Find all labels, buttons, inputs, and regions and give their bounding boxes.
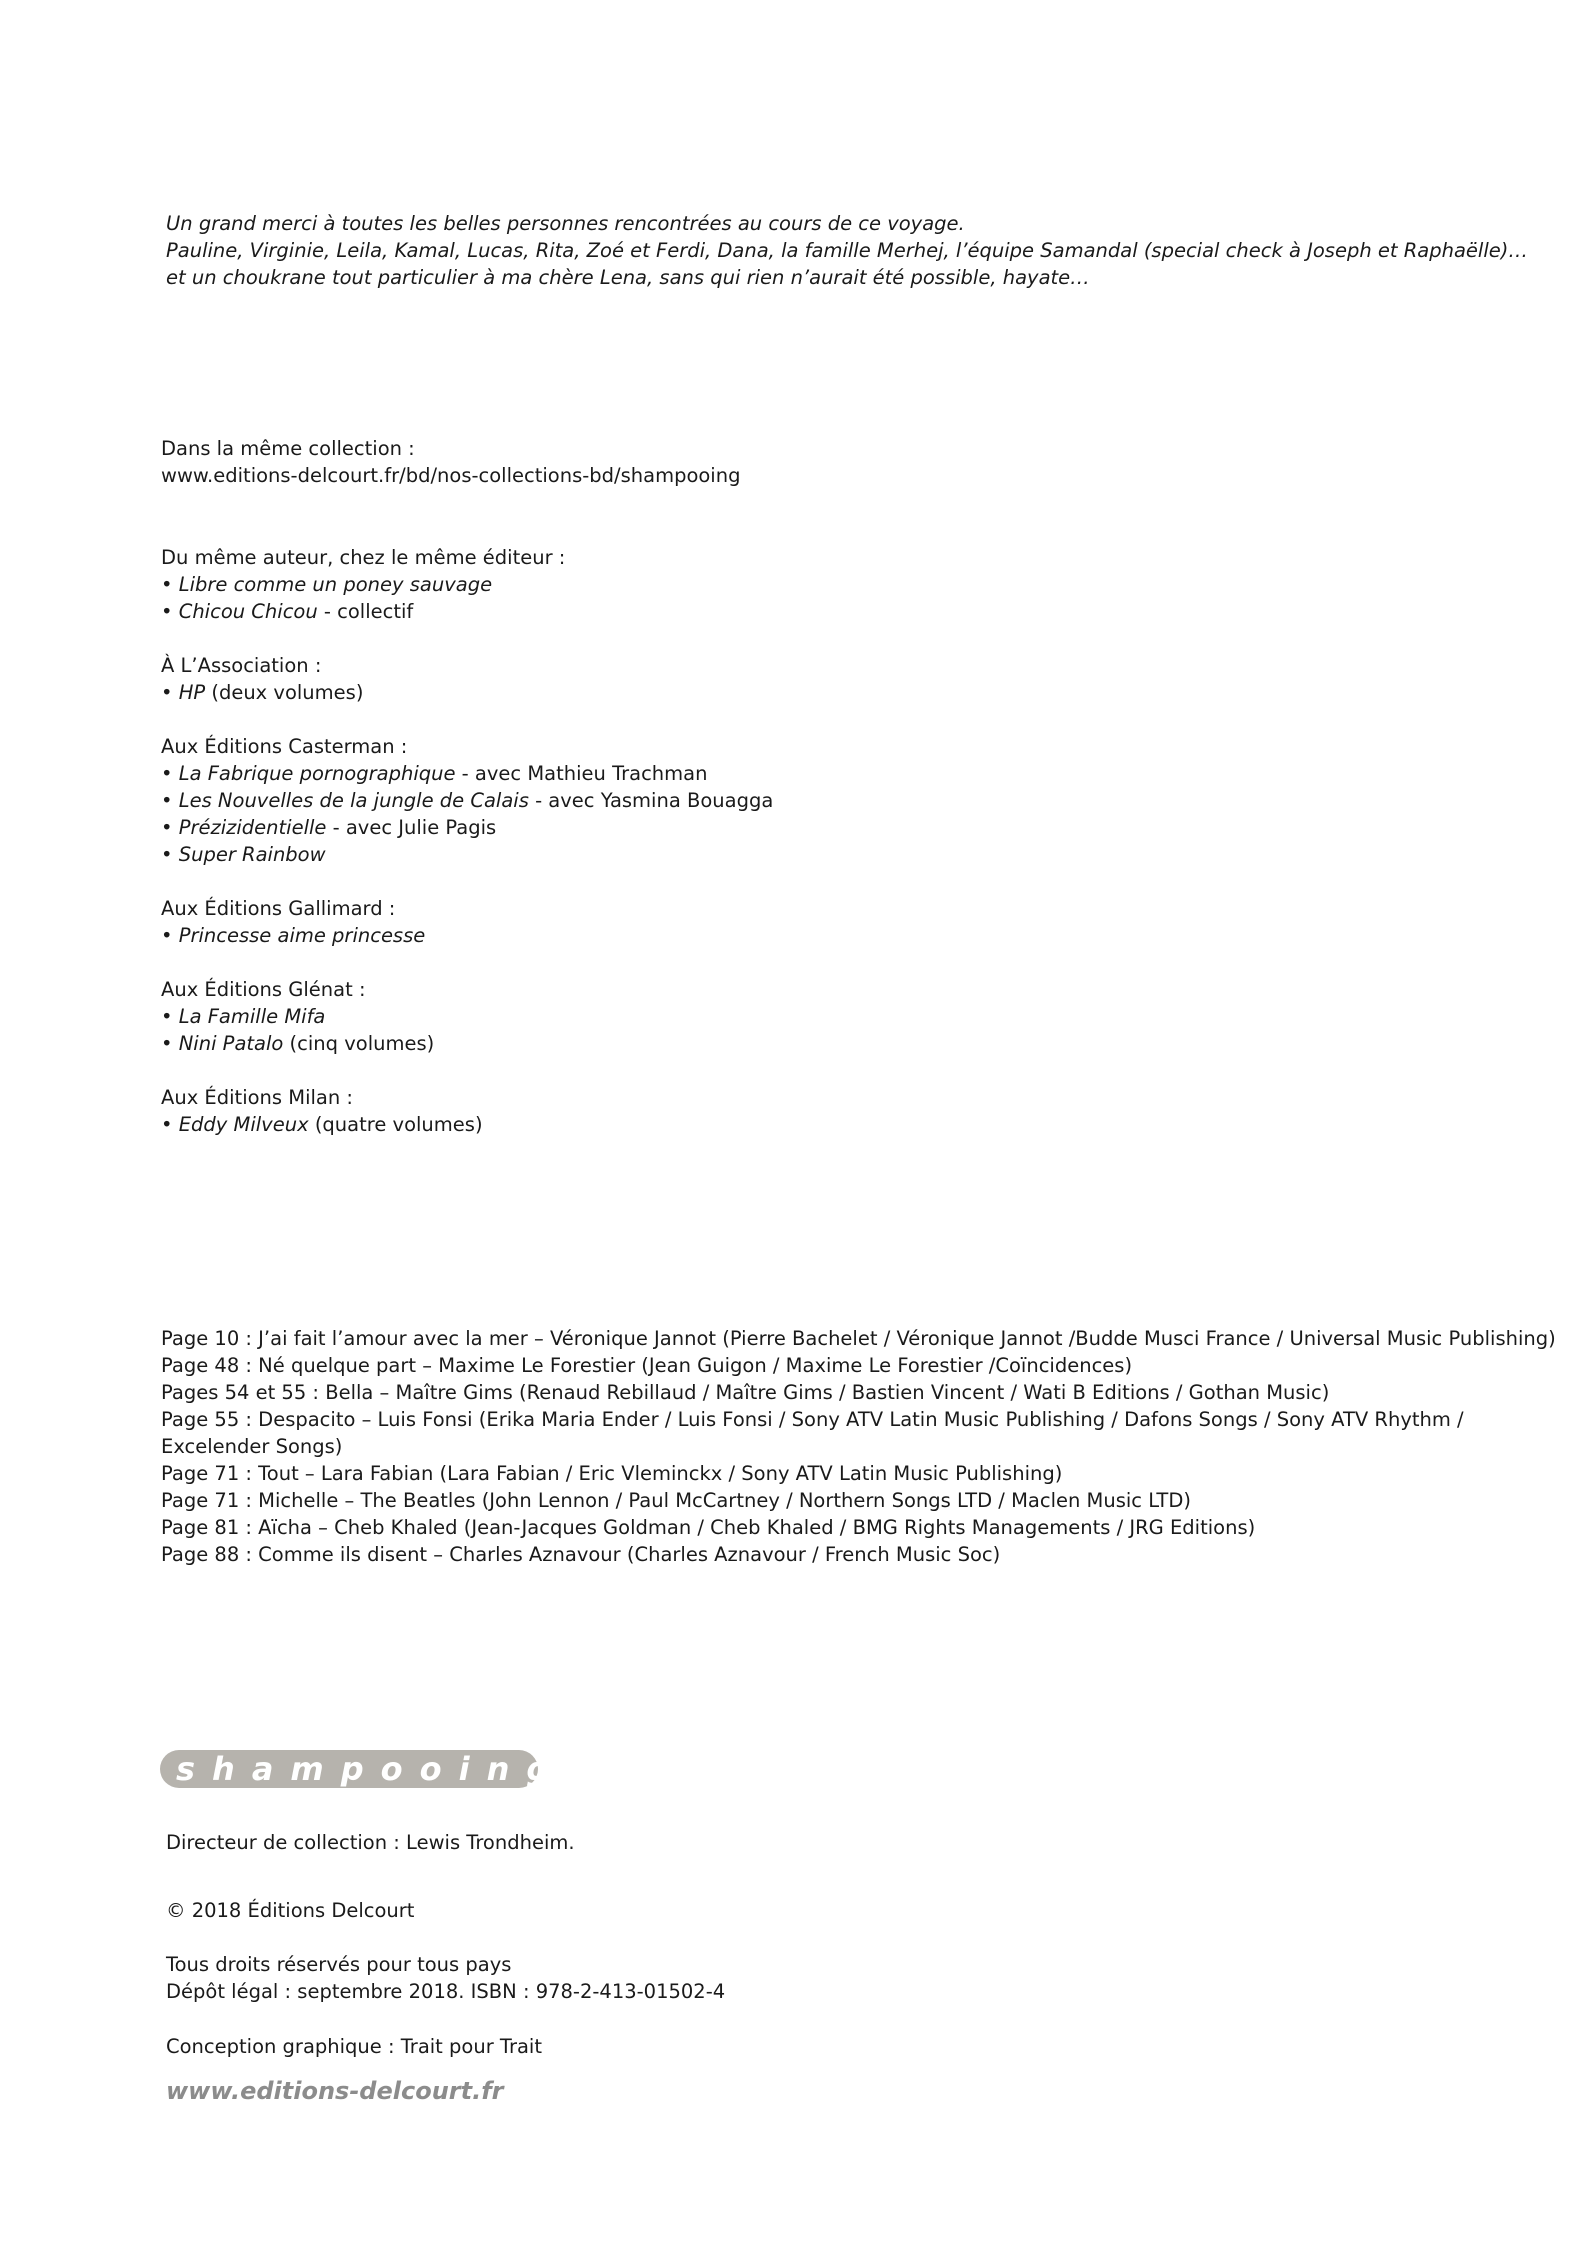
graphic-design-credit: Conception graphique : Trait pour Trait <box>166 2035 542 2058</box>
credit-line: Page 48 : Né quelque part – Maxime Le Forestier (Jean Guigon / Maxime Le Forestier /Coïncidences) <box>161 1354 1133 1377</box>
publisher-heading: À L’Association : <box>161 654 322 677</box>
list-item: • Super Rainbow <box>161 843 326 866</box>
book-note: - avec Mathieu Trachman <box>455 762 708 785</box>
copyright-notice: © 2018 Éditions Delcourt <box>166 1899 415 1922</box>
imprint-design <box>166 2033 1515 2060</box>
book-title: Prézizidentielle <box>178 816 327 839</box>
book-title: La Fabrique pornographique <box>178 762 456 785</box>
list-item: • La Famille Mifa <box>161 1005 326 1028</box>
list-item: • Libre comme un poney sauvage <box>161 573 493 596</box>
book-title: Chicou Chicou <box>178 600 318 623</box>
book-title: Super Rainbow <box>178 843 326 866</box>
book-title: Nini Patalo <box>178 1032 284 1055</box>
list-item: • HP (deux volumes) <box>161 681 364 704</box>
imprint-legal <box>166 1951 1515 2005</box>
list-item: • Eddy Milveux (quatre volumes) <box>161 1113 483 1136</box>
credit-line: Page 71 : Tout – Lara Fabian (Lara Fabian / Eric Vleminckx / Sony ATV Latin Music Publishing) <box>161 1462 1063 1485</box>
publisher-heading: Aux Éditions Gallimard : <box>161 897 396 920</box>
imprint-copyright <box>166 1897 1515 1924</box>
ack-line: Un grand merci à toutes les belles personnes rencontrées au cours de ce voyage. <box>166 212 965 235</box>
book-note: (quatre volumes) <box>308 1113 483 1136</box>
book-note: (deux volumes) <box>205 681 364 704</box>
list-item: • Les Nouvelles de la jungle de Calais - avec Yasmina Bouagga <box>161 789 774 812</box>
publisher-heading: Aux Éditions Casterman : <box>161 735 408 758</box>
book-note: - avec Yasmina Bouagga <box>528 789 774 812</box>
rights-notice: Tous droits réservés pour tous pays <box>166 1953 512 1976</box>
collection-url: www.editions-delcourt.fr/bd/nos-collections-bd/shampooing <box>161 464 741 487</box>
book-note: - collectif <box>317 600 414 623</box>
shampooing-logo <box>160 1750 567 1788</box>
book-title: La Famille Mifa <box>178 1005 326 1028</box>
collection-section <box>161 435 1515 489</box>
credit-line: Pages 54 et 55 : Bella – Maître Gims (Renaud Rebillaud / Maître Gims / Bastien Vincent / Wati B Editions / Gothan Music) <box>161 1381 1330 1404</box>
publisher-heading: Aux Éditions Milan : <box>161 1086 354 1109</box>
credit-line: Page 88 : Comme ils disent – Charles Aznavour (Charles Aznavour / French Music Soc) <box>161 1543 1001 1566</box>
bibliography-intro: Du même auteur, chez le même éditeur : <box>161 546 566 569</box>
book-title: HP <box>178 681 206 704</box>
book-note: (cinq volumes) <box>283 1032 435 1055</box>
book-title: Princesse aime princesse <box>178 924 426 947</box>
legal-deposit: Dépôt légal : septembre 2018. ISBN : 978-2-413-01502-4 <box>166 1980 726 2003</box>
list-item: • Princesse aime princesse <box>161 924 426 947</box>
song-credits <box>161 1325 1556 1568</box>
credit-line: Page 71 : Michelle – The Beatles (John Lennon / Paul McCartney / Northern Songs LTD / Maclen Music LTD) <box>161 1489 1191 1512</box>
credit-line: Page 55 : Despacito – Luis Fonsi (Erika Maria Ender / Luis Fonsi / Sony ATV Latin Music Publishing / Dafons Songs / Sony ATV Rhythm / Excelender Songs) <box>161 1408 1464 1458</box>
credit-line: Page 81 : Aïcha – Cheb Khaled (Jean-Jacques Goldman / Cheb Khaled / BMG Rights Managements / JRG Editions) <box>161 1516 1256 1539</box>
book-title: Les Nouvelles de la jungle de Calais <box>178 789 529 812</box>
publisher-heading: Aux Éditions Glénat : <box>161 978 366 1001</box>
ack-line: Pauline, Virginie, Leila, Kamal, Lucas, Rita, Zoé et Ferdi, Dana, la famille Merhej, l’équipe Samandal (special check à Joseph et Raphaëlle)… <box>166 239 1528 262</box>
publisher-website: www.editions-delcourt.fr <box>166 2077 504 2105</box>
list-item: • La Fabrique pornographique - avec Mathieu Trachman <box>161 762 708 785</box>
list-item: • Prézizidentielle - avec Julie Pagis <box>161 816 497 839</box>
bibliography <box>161 544 1515 1138</box>
book-title: Eddy Milveux <box>178 1113 309 1136</box>
list-item: • Chicou Chicou - collectif <box>161 600 414 623</box>
imprint-director <box>166 1829 1515 1856</box>
ack-line: et un choukrane tout particulier à ma chère Lena, sans qui rien n’aurait été possible, hayate… <box>166 266 1090 289</box>
logo-text: shampooing <box>176 1750 567 1788</box>
list-item: • Nini Patalo (cinq volumes) <box>161 1032 435 1055</box>
collection-heading: Dans la même collection : <box>161 437 415 460</box>
book-title: Libre comme un poney sauvage <box>178 573 493 596</box>
collection-director: Directeur de collection : Lewis Trondheim. <box>166 1831 575 1854</box>
acknowledgments <box>166 210 1528 291</box>
credit-line: Page 10 : J’ai fait l’amour avec la mer – Véronique Jannot (Pierre Bachelet / Véronique Jannot /Budde Musci France / Universal Music Publishing) <box>161 1327 1556 1350</box>
book-note: - avec Julie Pagis <box>326 816 497 839</box>
